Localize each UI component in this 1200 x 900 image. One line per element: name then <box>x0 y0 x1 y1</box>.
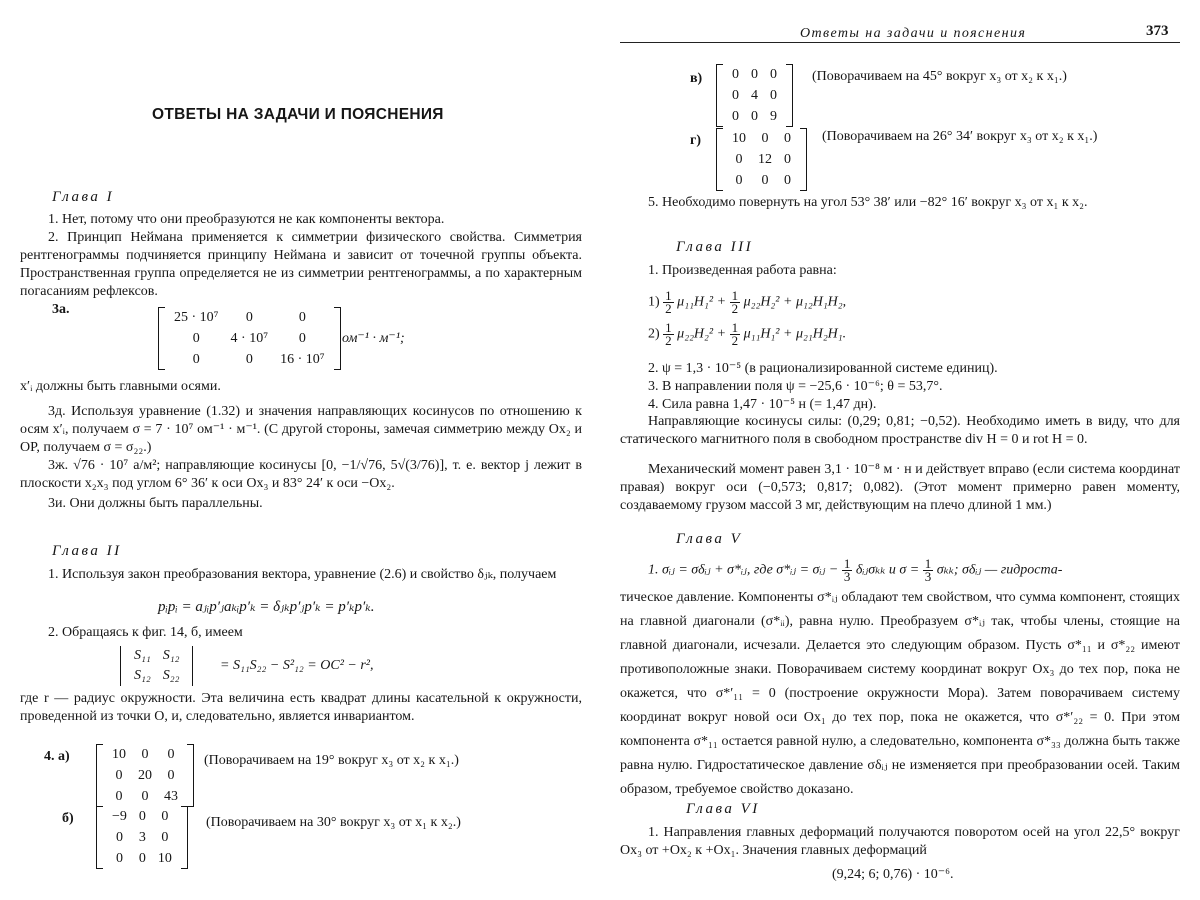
matrix-3a <box>158 307 341 370</box>
fraction-half <box>663 322 674 347</box>
fraction-half <box>730 322 741 347</box>
matrix-cell: 0 <box>141 789 149 804</box>
answer-4v-label: в) <box>690 71 703 86</box>
det-cell: S₂₂ <box>162 668 180 683</box>
header-rule <box>620 42 1180 43</box>
matrix-cell: 0 <box>298 331 306 346</box>
chapter-heading-3: Глава III <box>676 239 754 255</box>
answer-4g-label: г) <box>690 133 702 148</box>
fraction-third <box>842 558 853 583</box>
eq-term: δᵢⱼσₖₖ и σ = <box>855 562 920 578</box>
answer-3a-tail: x′ᵢ должны быть главными осями. <box>20 379 221 394</box>
chapter-heading-6: Глава VI <box>686 801 760 817</box>
matrix-cell: 0 <box>115 768 123 783</box>
matrix-cell: 10 <box>157 851 172 866</box>
matrix-cell: 20 <box>138 768 152 783</box>
answer-6-1-values: (9,24; 6; 0,76) · 10⁻⁶. <box>832 867 954 882</box>
matrix-cell: 9 <box>770 109 777 124</box>
matrix-cell: 0 <box>761 173 769 188</box>
eq-term: μ₂₂H₂² + μ₁₂H₁H₂, <box>743 294 847 310</box>
fraction-half <box>663 290 674 315</box>
matrix-cell: 0 <box>245 310 253 325</box>
eq-term: σₖₖ; σδᵢⱼ — гидроста- <box>936 562 1063 578</box>
matrix-4g <box>716 128 807 191</box>
answer-5-1-lead <box>648 558 1062 583</box>
matrix-cell: 0 <box>138 851 146 866</box>
eq-3-1 <box>648 290 846 315</box>
matrix-cell: 25 · 10⁷ <box>174 310 219 325</box>
matrix-cell: 0 <box>138 809 146 824</box>
fraction-denominator: 3 <box>924 569 932 584</box>
answer-3i: 3и. Они должны быть параллельны. <box>48 496 263 511</box>
matrix-cell: 0 <box>784 131 791 146</box>
determinant <box>120 646 193 686</box>
matrix-cell: 0 <box>770 67 777 82</box>
answer-3zh: 3ж. √76 · 10⁷ а/м²; направляющие косинусы [0, −1/√76, 5√(3/76)], т. е. вектор j лежит в плоскости x₂x₃ под углом 6° 36′ к оси Ox₃ и 83° 24′ к оси −Ox₂. <box>20 458 582 491</box>
answer-4a-label: 4. а) <box>44 749 70 764</box>
fraction-denominator: 2 <box>731 333 739 348</box>
answer-3a-label: 3а. <box>52 302 70 317</box>
answer-1-1: 1. Нет, потому что они преобразуются не как компоненты вектора. <box>48 212 445 227</box>
page-number: 373 <box>1146 23 1169 39</box>
det-cell: S₁₂ <box>162 648 180 663</box>
matrix-cell: 0 <box>115 830 123 845</box>
note-4v: (Поворачиваем на 45° вокруг x₃ от x₂ к x₁.) <box>812 69 1067 84</box>
fraction-numerator: 1 <box>843 556 851 571</box>
matrix-cell: 0 <box>751 109 758 124</box>
fraction-denominator: 2 <box>665 333 672 348</box>
eq-term: 1. σᵢⱼ = σδᵢⱼ + σ*ᵢⱼ, где σ*ᵢⱼ = σᵢⱼ − <box>648 562 839 578</box>
det-cell: S₁₁ <box>134 648 151 663</box>
matrix-cell: 0 <box>735 173 743 188</box>
matrix-cell: 3 <box>138 830 146 845</box>
eq-3-2 <box>648 322 846 347</box>
answer-2-1: 1. Используя закон преобразования вектора, уравнение (2.6) и свойство δⱼₖ, получаем <box>48 567 557 582</box>
page-title: ОТВЕТЫ НА ЗАДАЧИ И ПОЯСНЕНИЯ <box>152 106 444 123</box>
answer-3-4: 4. Сила равна 1,47 · 10⁻⁵ н (= 1,47 дн). <box>648 397 877 412</box>
matrix-cell: 0 <box>784 173 791 188</box>
matrix-cell: 10 <box>732 131 746 146</box>
answer-3-4-moment: Механический момент равен 3,1 · 10⁻⁸ м · н и действует вправо (если система координат правая) вокруг оси (−0,573; 0,817; 0,082). (Этот момент примерно равен моменту, создаваемому грузом массой 3 мг, действующим на плечо длиной 1 мм.) <box>620 462 1180 513</box>
matrix-cell: 4 · 10⁷ <box>230 331 269 346</box>
matrix-cell: 0 <box>732 109 739 124</box>
matrix-cell: 0 <box>167 747 175 762</box>
matrix-cell: 0 <box>115 851 123 866</box>
fraction-numerator: 1 <box>665 320 672 335</box>
eq-label: 1) <box>648 294 660 310</box>
fraction-denominator: 3 <box>843 569 851 584</box>
matrix-3a-unit: ом⁻¹ · м⁻¹; <box>342 331 405 346</box>
answer-3-3: 3. В направлении поля ψ = −25,6 · 10⁻⁶; θ = 53,7°. <box>648 379 943 394</box>
matrix-cell: 0 <box>141 747 149 762</box>
matrix-cell: 0 <box>167 768 175 783</box>
matrix-cell: −9 <box>112 809 127 824</box>
matrix-cell: 0 <box>161 830 169 845</box>
matrix-cell: 0 <box>161 809 169 824</box>
matrix-cell: 0 <box>761 131 769 146</box>
answer-3-4-tail: Направляющие косинусы силы: (0,29; 0,81; −0,52). Необходимо иметь в виду, что для статического магнитного поля в свободном пространстве div H = 0 и rot H = 0. <box>620 414 1180 447</box>
running-head: Ответы на задачи и пояснения <box>800 26 1027 41</box>
eq-term: μ₂₂H₂² + <box>677 326 727 342</box>
right-page <box>600 0 1200 900</box>
answer-6-1: 1. Направления главных деформаций получаются поворотом осей на угол 22,5° вокруг Ox₃ от +Ox₂ к +Ox₁. Значения главных деформаций <box>620 825 1180 858</box>
matrix-cell: 0 <box>192 352 200 367</box>
chapter-heading-5: Глава V <box>676 531 743 547</box>
matrix-cell: 0 <box>298 310 306 325</box>
matrix-4b <box>96 806 188 869</box>
chapter-heading-2: Глава II <box>52 543 122 559</box>
matrix-cell: 0 <box>115 789 123 804</box>
matrix-cell: 0 <box>784 152 791 167</box>
matrix-cell: 10 <box>112 747 126 762</box>
chapter-heading-1: Глава I <box>52 189 115 205</box>
answer-5-1-body: тическое давление. Компоненты σ*ᵢⱼ обладают тем свойством, что сумма компонент, стоящих на главной диагонали (σ*ᵢᵢ), равна нулю. Преобразуем σ*ᵢⱼ так, чтобы члены, стоящие на главной диагонали, исчезали. Делается это следующим образом. Пусть σ*₁₁ и σ*₂₂ имеют противоположные знаки. Поворачиваем систему координат вокруг Ox₃ до тех пор, пока не окажется, что σ*′₁₁ = 0 (построение окружности Мора). Затем поворачиваем систему координат вокруг новой оси Ox₁ до тех пор, пока не окажется, что σ*′₂₂ = 0. При этом компонента σ*₁₁ остается равной нулю, а следовательно, компонента σ*₃₃ должна быть также равна нулю. Гидростатическое давление σδᵢⱼ не изменяется при преобразовании осей. Таким образом, требуемое свойство доказано. <box>620 590 1180 797</box>
answer-3-2: 2. ψ = 1,3 · 10⁻⁵ (в рационализированной системе единиц). <box>648 361 998 376</box>
fraction-numerator: 1 <box>924 556 932 571</box>
eq-label: 2) <box>648 326 660 342</box>
matrix-cell: 43 <box>164 789 178 804</box>
matrix-cell: 16 · 10⁷ <box>280 352 325 367</box>
fraction-third <box>923 558 934 583</box>
note-4b: (Поворачиваем на 30° вокруг x₃ от x₁ к x₂.) <box>206 815 461 830</box>
note-4g: (Поворачиваем на 26° 34′ вокруг x₃ от x₂ к x₁.) <box>822 129 1098 144</box>
answer-2-2-tail: где r — радиус окружности. Эта величина есть квадрат длины касательной к окружности, проведенной из точки O, и, следовательно, является инвариантом. <box>20 691 582 724</box>
answer-4b-label: б) <box>62 811 74 826</box>
fraction-numerator: 1 <box>731 288 739 303</box>
matrix-cell: 0 <box>732 88 739 103</box>
matrix-cell: 0 <box>245 352 253 367</box>
answer-2-5: 5. Необходимо повернуть на угол 53° 38′ или −82° 16′ вокруг x₃ от x₁ к x₂. <box>648 195 1088 210</box>
fraction-numerator: 1 <box>731 320 739 335</box>
matrix-cell: 0 <box>751 67 758 82</box>
fraction-numerator: 1 <box>665 288 672 303</box>
fraction-denominator: 2 <box>731 301 739 316</box>
eq-term: μ₁₁H₁² + μ₂₁H₂H₁. <box>743 326 847 342</box>
eq-term: μ₁₁H₁² + <box>677 294 727 310</box>
answer-3d: 3д. Используя уравнение (1.32) и значения направляющих косинусов по отношению к осям x′ᵢ, получаем σ = 7 · 10⁷ ом⁻¹ · м⁻¹. (С другой стороны, замечая симметрию между Ox₂ и OP, получаем σ = σ₂₂.) <box>20 404 582 455</box>
answer-3-1: 1. Произведенная работа равна: <box>648 263 837 278</box>
matrix-4v <box>716 64 793 127</box>
fraction-denominator: 2 <box>665 301 672 316</box>
matrix-cell: 0 <box>770 88 777 103</box>
det-cell: S₁₂ <box>134 668 151 683</box>
note-4a: (Поворачиваем на 19° вокруг x₃ от x₂ к x₁.) <box>204 753 459 768</box>
matrix-cell: 0 <box>192 331 200 346</box>
fraction-half <box>730 290 741 315</box>
answer-1-2: 2. Принцип Неймана применяется к симметрии физического свойства. Симметрия рентгенограммы подчиняется принципу Неймана и зависит от точечной группы объекта. Пространственная группа определяется не из симметрии рентгенограммы, а по характерным погасаниям рефлексов. <box>20 230 582 299</box>
determinant-rhs: = S₁₁S₂₂ − S²₁₂ = OC² − r², <box>220 658 374 673</box>
equation-2-1: pᵢpᵢ = aⱼᵢp′ⱼaₖᵢp′ₖ = δⱼₖp′ⱼp′ₖ = p′ₖp′ₖ. <box>158 599 375 615</box>
matrix-4a <box>96 744 194 807</box>
matrix-cell: 4 <box>751 88 758 103</box>
matrix-cell: 12 <box>758 152 772 167</box>
matrix-cell: 0 <box>732 67 739 82</box>
answer-2-2: 2. Обращаясь к фиг. 14, б, имеем <box>48 625 243 640</box>
matrix-cell: 0 <box>735 152 743 167</box>
